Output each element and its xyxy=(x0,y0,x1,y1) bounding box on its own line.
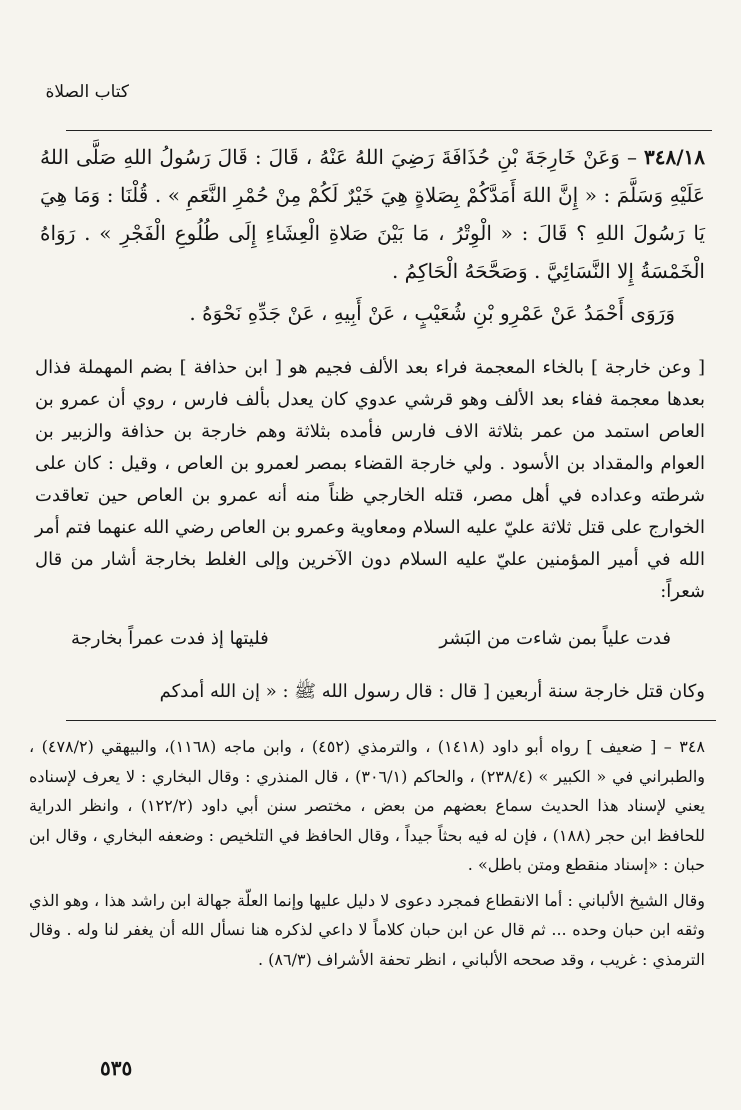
footnote-main: ٣٤٨ – [ ضعيف ] رواه أبو داود (١٤١٨) ، والترمذي (٤٥٢) ، وابن ماجه (١١٦٨)، والبيهقي (٤٧٨/٢) ، والطبراني في « الكبير » (٢٣٨/٤) ، والحاكم (٣٠٦/١) ، قال المنذري : وقال البخاري : لا يعرف لإسناده يعني لإسناد هذا الحديث سماع بعضهم من بعض ، مختصر سنن أبي داود (١٢٢/٢) ، وانظر الدراية للحافظ ابن حجر (١٨٨) ، فإن له فيه بحثاً جيداً ، وقال الحافظ في التلخيص : وضعفه البخاري ، وقال ابن حبان : «إسناد منقطع ومتن باطل» . xyxy=(29,737,705,874)
verse-left-hemistich: فليتها إذ فدت عمراً بخارجة xyxy=(71,628,269,649)
hadith-body: – وَعَنْ خَارِجَةَ بْنِ حُذَافَةَ رَضِيَ اللهُ عَنْهُ ، قَالَ : قَالَ رَسُولُ اللهِ صَلَّى اللهُ عَلَيْهِ وَسَلَّمَ : « إِنَّ اللهَ أَمَدَّكُمْ بِصَلاةٍ هِيَ خَيْرٌ لَكُمْ مِنْ حُمْرِ النَّعَمِ » . قُلْنَا : وَمَا هِيَ يَا رَسُولَ اللهِ ؟ قَالَ : « الْوِتْرُ ، مَا بَيْنَ صَلاةِ الْعِشَاءِ إِلَى طُلُوعِ الْفَجْرِ » . رَوَاهُ الْخَمْسَةُ إِلا النَّسَائِيَّ . وَصَحَّحَهُ الْحَاكِمُ . xyxy=(40,145,705,283)
footnote-albani: وقال الشيخ الألباني : أما الانقطاع فمجرد دعوى لا دليل عليها وإنما العلّة جهالة ابن راشد هذا ، وهو الذي وثقه ابن حبان وحده ... ثم قال عن ابن حبان كلاماً لا داعي لذكره هنا نسأل الله أن يغفر لنا وله . وقال الترمذي : غريب ، وقد صححه الألباني ، انظر تحفة الأشراف (٨٦/٣) . xyxy=(29,890,705,969)
header-rule xyxy=(66,130,712,131)
page-number: ٥٣٥ xyxy=(100,1056,133,1080)
commentary-continuation: وكان قتل خارجة سنة أربعين [ قال : قال رسول الله ﷺ : « إن الله أمدكم xyxy=(159,681,705,702)
commentary-block xyxy=(35,352,705,608)
commentary-text: [ وعن خارجة ] بالخاء المعجمة فراء بعد الألف فجيم هو [ ابن حذافة ] بضم المهملة فذال بعدها معجمة ففاء بعد الألف وهو قرشي عدوي كان يعدل بألف فارس ، روي أن عمرو بن العاص استمد من عمر بثلاثة الاف فارس فأمده بثلاثة وهم خارجة بن حذافة والزبير بن العوام والمقداد بن الأسود . ولي خارجة القضاء بمصر لعمرو بن العاص ، وقيل : كان على شرطته وعداده في أهل مصر، قتله الخارجي ظناً منه أنه عمرو بن العاص حين تعاقدت الخوارج على قتل ثلاثة عليّ عليه السلام ومعاوية وعمرو بن العاص رضي الله عنهما فتم أمر الله في أمير المؤمنين عليّ عليه السلام دون الآخرين وإلى الغلط بخارجة أشار من قال شعراً: xyxy=(35,357,705,602)
hadith-text xyxy=(40,138,705,290)
hadith-number: ٣٤٨/١٨ xyxy=(643,145,705,169)
hadith-narration: وَرَوَى أَحْمَدُ عَنْ عَمْرِو بْنِ شُعَيْبٍ ، عَنْ أَبِيهِ ، عَنْ جَدِّهِ نَحْوَهُ . xyxy=(189,301,675,325)
poetry-verse xyxy=(71,628,671,649)
running-header: كتاب الصلاة xyxy=(45,82,129,102)
footnote-rule xyxy=(66,720,716,721)
verse-right-hemistich: فدت علياً بمن شاءت من البَشر xyxy=(439,628,671,649)
hadith-block xyxy=(40,138,705,332)
footnotes-block xyxy=(29,732,705,974)
